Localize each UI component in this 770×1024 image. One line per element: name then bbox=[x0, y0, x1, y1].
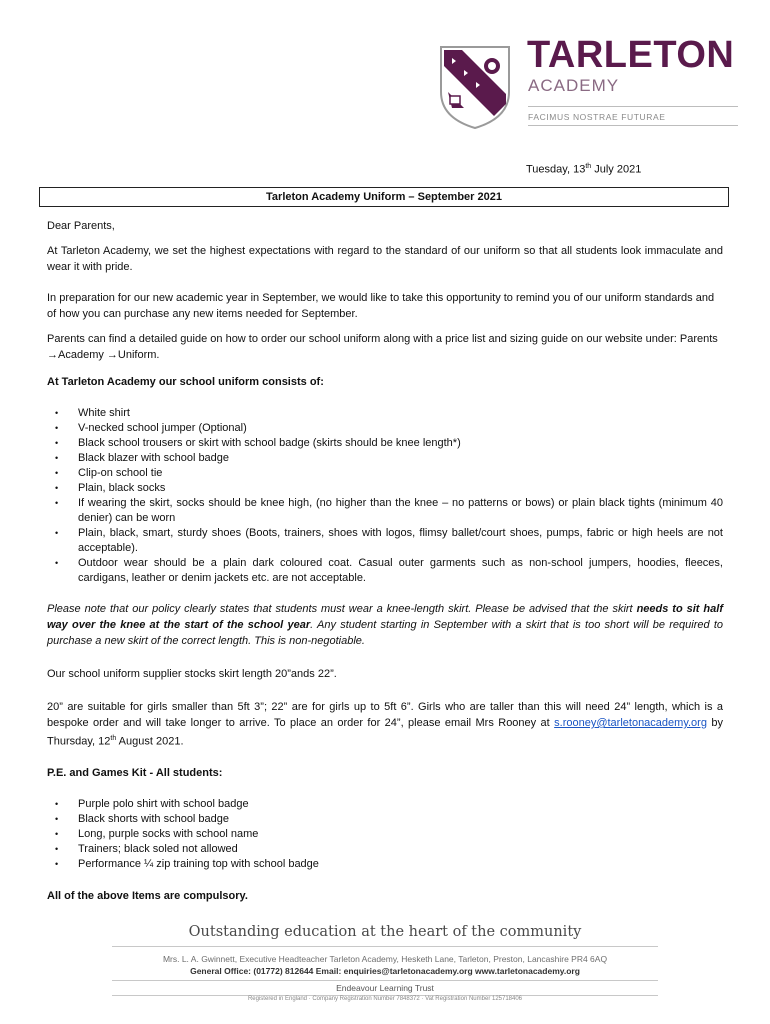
header-divider bbox=[528, 106, 738, 107]
list-item: • Plain, black socks bbox=[47, 481, 723, 496]
email-link[interactable]: s.rooney@tarletonacademy.org bbox=[554, 717, 707, 729]
website-guide-paragraph bbox=[47, 331, 723, 363]
list-item: • Long, purple socks with school name bbox=[47, 827, 723, 842]
date-day: Tuesday, 13 bbox=[526, 163, 586, 176]
academy-crest-logo bbox=[438, 44, 512, 130]
footer-divider bbox=[112, 980, 658, 981]
list-item: • Performance ¼ zip training top with school badge bbox=[47, 857, 723, 872]
list-item: • Black blazer with school badge bbox=[47, 451, 723, 466]
list-item: • White shirt bbox=[47, 406, 723, 421]
footer-address: Mrs. L. A. Gwinnett, Executive Headteacher Tarleton Academy, Hesketh Lane, Tarleton, Preston, Lancashire PR4 6AQ bbox=[162, 954, 608, 964]
list-item: • Purple polo shirt with school badge bbox=[47, 797, 723, 812]
list-item: • Black shorts with school badge bbox=[47, 812, 723, 827]
website-guide-text: Parents can find a detailed guide on how to order our school uniform along with a price list and sizing guide on our website under: Parents bbox=[47, 333, 718, 345]
letter-title: Tarleton Academy Uniform – September 2021 bbox=[39, 187, 729, 207]
skirt-policy-emphasis: needs to sit half way over the knee at the start of the school year bbox=[47, 603, 723, 631]
date-ordinal: th bbox=[585, 163, 592, 170]
brand-subtitle: ACADEMY bbox=[528, 76, 620, 95]
website-guide-uniform: Uniform. bbox=[117, 349, 160, 361]
date-month-year: July 2021 bbox=[591, 163, 642, 176]
uniform-list bbox=[47, 406, 723, 586]
footer-tagline: Outstanding education at the heart of the community bbox=[188, 924, 582, 940]
deadline-ordinal: th bbox=[110, 735, 117, 742]
list-item: • Outdoor wear should be a plain dark coloured coat. Casual outer garments such as non-school jumpers, hoodies, fleeces, cardigans, leather or denim jackets etc. are not acceptable. bbox=[47, 556, 723, 586]
skirt-policy-note bbox=[47, 601, 723, 649]
list-item: • If wearing the skirt, socks should be knee high, (no higher than the knee – no patterns or bows) or plain black tights (minimum 40 denier) can be worn bbox=[47, 496, 723, 526]
footer-contact: General Office: (01772) 812644 Email: enquiries@tarletonacademy.org www.tarletonacademy.org bbox=[190, 966, 580, 976]
skirt-lengths-text: 20” are suitable for girls smaller than 5ft 3”; 22” are for girls up to 5ft 6”. Girls who are taller than this will need 24” length, which is a bespoke order and will take longer to arrive. To place an order for 24”, please email Mrs Rooney at bbox=[47, 701, 723, 729]
deadline-month-year: August 2021. bbox=[116, 735, 184, 748]
pe-kit-heading: P.E. and Games Kit - All students: bbox=[47, 767, 223, 779]
footer-trust: Endeavour Learning Trust bbox=[336, 983, 434, 993]
brand-name: TARLETON bbox=[527, 34, 735, 76]
intro-paragraph: At Tarleton Academy, we set the highest expectations with regard to the standard of our uniform so that all students look immaculate and wear it with pride. bbox=[47, 245, 723, 273]
website-guide-academy: Academy bbox=[58, 349, 107, 361]
skirt-policy-text: Please note that our policy clearly states that students must wear a knee-length skirt. Please be advised that the skirt bbox=[47, 603, 637, 615]
skirt-policy-text-end: . Any student starting in September with a skirt that is too short will be required to purchase a new skirt of the correct length. This is non-negotiable. bbox=[47, 619, 724, 647]
list-item: • V-necked school jumper (Optional) bbox=[47, 421, 723, 436]
arrow-icon: → bbox=[106, 349, 118, 361]
letter-date bbox=[526, 163, 641, 176]
supplier-paragraph: Our school uniform supplier stocks skirt length 20”ands 22”. bbox=[47, 668, 337, 680]
school-motto: FACIMUS NOSTRAE FUTURAE bbox=[528, 112, 666, 122]
uniform-heading: At Tarleton Academy our school uniform consists of: bbox=[47, 376, 324, 388]
pe-kit-list bbox=[47, 797, 723, 872]
skirt-lengths-paragraph bbox=[47, 699, 723, 750]
footer-registration: Registered in England · Company Registration Number 7848372 · Vat Registration Number 125718406 bbox=[247, 996, 523, 1002]
list-item: • Clip-on school tie bbox=[47, 466, 723, 481]
preparation-paragraph: In preparation for our new academic year in September, we would like to take this opportunity to remind you of our uniform standards and of how you can purchase any new items needed for September. bbox=[47, 292, 715, 320]
header-divider bbox=[528, 125, 738, 126]
list-item: • Black school trousers or skirt with school badge (skirts should be knee length*) bbox=[47, 436, 723, 451]
list-item: • Trainers; black soled not allowed bbox=[47, 842, 723, 857]
compulsory-note: All of the above Items are compulsory. bbox=[47, 890, 248, 902]
list-item: • Plain, black, smart, sturdy shoes (Boots, trainers, shoes with logos, flimsy ballet/court shoes, pumps, fabric or high heels are not acceptable). bbox=[47, 526, 723, 556]
footer-divider bbox=[112, 946, 658, 947]
greeting: Dear Parents, bbox=[47, 220, 115, 232]
arrow-icon: → bbox=[47, 349, 58, 361]
deadline-text: by Thursday, 12 bbox=[47, 717, 723, 748]
